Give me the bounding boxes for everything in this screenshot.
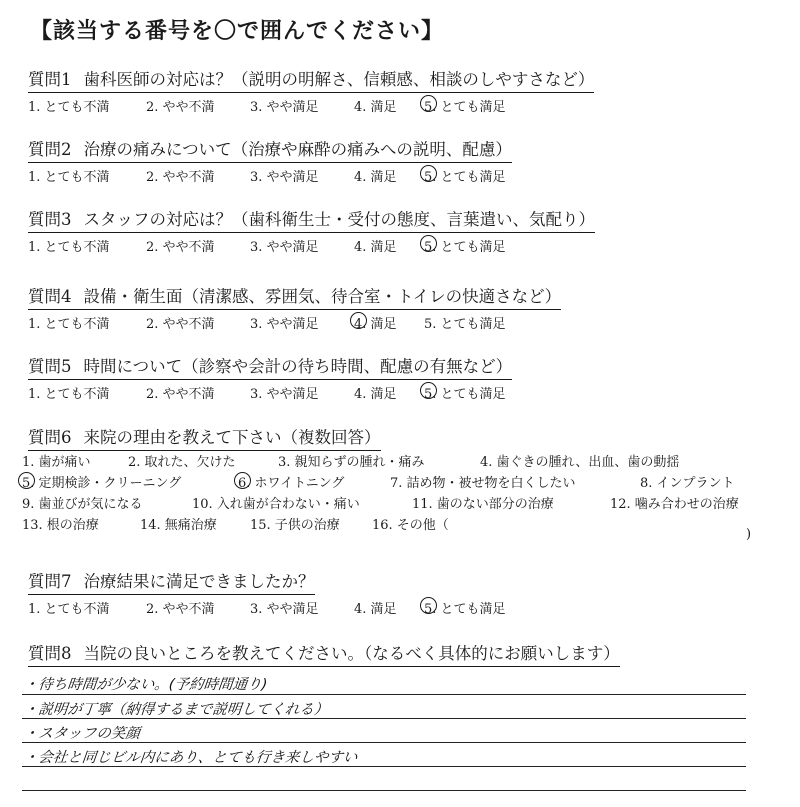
option-13[interactable]: 13. 根の治療 [22, 518, 99, 533]
option-2[interactable]: 2. やや不満 [146, 100, 215, 115]
question-8 [28, 640, 620, 667]
option-4[interactable]: 4. 満足 [354, 602, 397, 617]
selection-circle [420, 95, 437, 112]
selection-circle [350, 312, 367, 329]
option-15[interactable]: 15. 子供の治療 [250, 518, 340, 533]
option-1[interactable]: 1. とても不満 [28, 100, 110, 115]
selection-circle [234, 472, 251, 489]
selection-circle [420, 597, 437, 614]
question-text: 当院の良いところを教えてください。（なるべく具体的にお願いします） [83, 644, 620, 663]
other-paren-close: ) [746, 527, 752, 542]
option-3[interactable]: 3. やや満足 [250, 317, 319, 332]
option-2[interactable]: 2. やや不満 [146, 240, 215, 255]
option-4[interactable]: 4. 歯ぐきの腫れ、出血、歯の動揺 [480, 455, 680, 470]
option-2[interactable]: 2. やや不満 [146, 317, 215, 332]
question-number: 質問8 [28, 644, 72, 663]
question-text: 来院の理由を教えて下さい（複数回答） [83, 428, 381, 447]
option-1[interactable]: 1. とても不満 [28, 170, 110, 185]
answer-options [28, 383, 512, 402]
option-1[interactable]: 1. とても不満 [28, 317, 110, 332]
answer-options [28, 598, 506, 617]
option-1[interactable]: 1. とても不満 [28, 240, 110, 255]
handwritten-answer-4: ・会社と同じビル内にあり、とても行き来しやすい [23, 750, 359, 766]
question-number: 質問5 [28, 357, 72, 376]
option-12[interactable]: 12. 噛み合わせの治療 [610, 497, 739, 512]
answer-options [28, 96, 594, 115]
option-5-selected[interactable]: 5. 定期検診・クリーニング [22, 473, 181, 494]
question-number: 質問3 [28, 210, 72, 229]
option-1[interactable]: 1. とても不満 [28, 602, 110, 617]
option-14[interactable]: 14. 無痛治療 [140, 518, 217, 533]
option-3[interactable]: 3. やや満足 [250, 387, 319, 402]
option-5-selected[interactable]: 5. とても満足 [424, 166, 506, 185]
option-4-selected[interactable]: 4. 満足 [354, 313, 424, 332]
option-3[interactable]: 3. やや満足 [250, 602, 319, 617]
handwritten-answer-1: ・待ち時間が少ない。(予約時間通り) [23, 677, 268, 693]
selection-circle [420, 235, 437, 252]
question-3 [28, 206, 595, 255]
option-2[interactable]: 2. 取れた、欠けた [128, 455, 236, 470]
selection-circle [420, 165, 437, 182]
question-text: 歯科医師の対応は？（説明の明解さ、信頼感、相談のしやすさなど） [83, 70, 595, 89]
option-3[interactable]: 3. やや満足 [250, 240, 319, 255]
option-4[interactable]: 4. 満足 [354, 240, 397, 255]
option-1[interactable]: 1. 歯が痛い [22, 455, 91, 470]
question-number: 質問1 [28, 70, 72, 89]
option-5-selected[interactable]: 5. とても満足 [424, 383, 506, 402]
answer-options [28, 166, 512, 185]
option-1[interactable]: 1. とても不満 [28, 387, 110, 402]
answer-options [28, 313, 561, 332]
option-7[interactable]: 7. 詰め物・被せ物を白くしたい [390, 476, 576, 491]
question-5 [28, 353, 512, 402]
option-16-other[interactable]: 16. その他（ [372, 518, 449, 533]
answer-line [22, 790, 746, 791]
option-3[interactable]: 3. やや満足 [250, 100, 319, 115]
option-2[interactable]: 2. やや不満 [146, 602, 215, 617]
option-5-selected[interactable]: 5. とても満足 [424, 598, 506, 617]
handwritten-answer-2: ・説明が丁寧（納得するまで説明してくれる） [23, 702, 330, 718]
question-2 [28, 136, 512, 185]
question-text: 設備・衛生面（清潔感、雰囲気、待合室・トイレの快適さなど） [83, 287, 562, 306]
handwritten-answer-3: ・スタッフの笑顔 [23, 726, 141, 742]
question-text: 治療結果に満足できましたか？ [83, 572, 315, 591]
option-4[interactable]: 4. 満足 [354, 170, 397, 185]
option-6-selected[interactable]: 6. ホワイトニング [238, 473, 344, 494]
answer-line [22, 694, 746, 695]
page-title: 【該当する番号を〇で囲んでください】 [30, 18, 445, 44]
option-11[interactable]: 11. 歯のない部分の治療 [412, 497, 554, 512]
option-2[interactable]: 2. やや不満 [146, 170, 215, 185]
question-text: スタッフの対応は？（歯科衛生士・受付の態度、言葉遣い、気配り） [83, 210, 595, 229]
option-5-selected[interactable]: 5. とても満足 [424, 96, 506, 115]
question-7 [28, 568, 506, 617]
option-3[interactable]: 3. やや満足 [250, 170, 319, 185]
question-6 [28, 424, 381, 451]
answer-options [28, 236, 595, 255]
question-number: 質問6 [28, 428, 72, 447]
question-number: 質問4 [28, 287, 72, 306]
option-4[interactable]: 4. 満足 [354, 100, 397, 115]
option-9[interactable]: 9. 歯並びが気になる [22, 497, 143, 512]
option-10[interactable]: 10. 入れ歯が合わない・痛い [192, 497, 360, 512]
selection-circle [420, 382, 437, 399]
option-5[interactable]: 5. とても満足 [424, 317, 506, 332]
option-3[interactable]: 3. 親知らずの腫れ・痛み [278, 455, 425, 470]
question-4 [28, 283, 561, 332]
question-text: 時間について（診察や会計の待ち時間、配慮の有無など） [83, 357, 513, 376]
option-2[interactable]: 2. やや不満 [146, 387, 215, 402]
question-1 [28, 66, 594, 115]
question-number: 質問7 [28, 572, 72, 591]
option-4[interactable]: 4. 満足 [354, 387, 397, 402]
option-8[interactable]: 8. インプラント [640, 476, 735, 491]
question-text: 治療の痛みについて（治療や麻酔の痛みへの説明、配慮） [83, 140, 512, 159]
question-number: 質問2 [28, 140, 72, 159]
option-5-selected[interactable]: 5. とても満足 [424, 236, 506, 255]
selection-circle [18, 472, 35, 489]
